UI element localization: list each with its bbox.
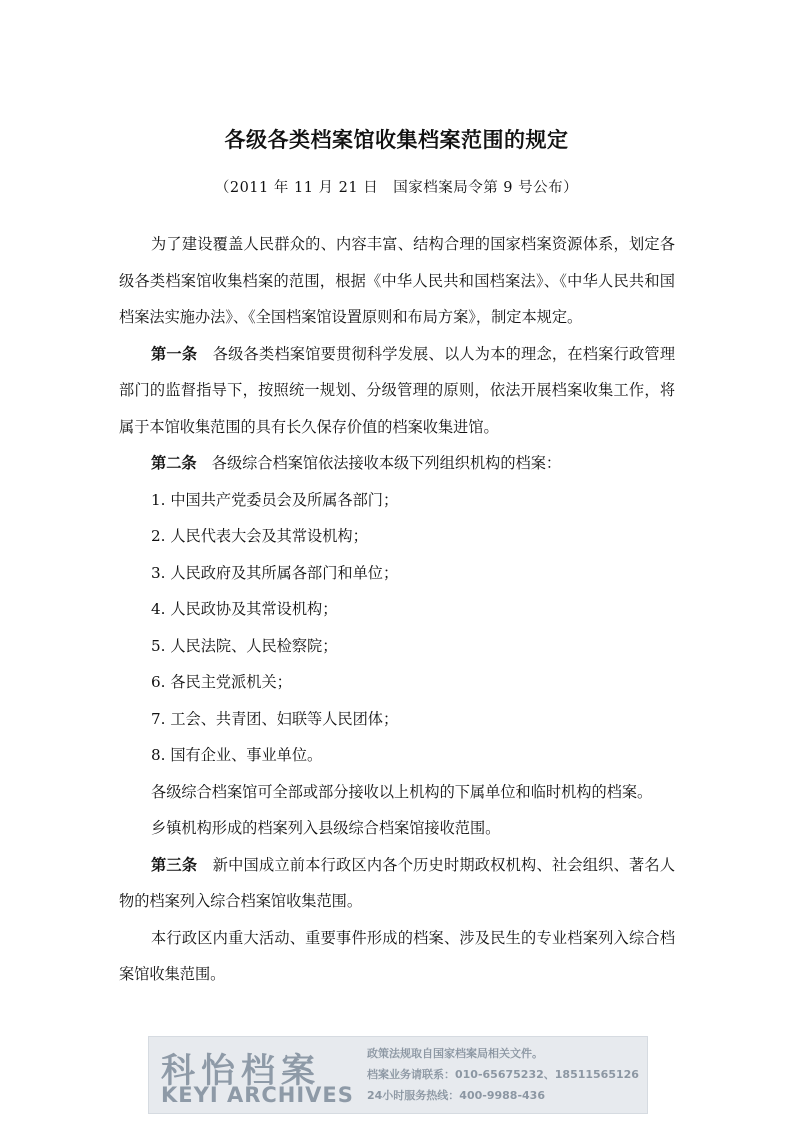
article-2-note-1: 各级综合档案馆可全部或部分接收以上机构的下属单位和临时机构的档案。 bbox=[151, 782, 653, 801]
document-subtitle: （2011 年 11 月 21 日 国家档案局令第 9 号公布） bbox=[214, 180, 579, 196]
preamble-paragraph: 为了建设覆盖人民群众的、内容丰富、结构合理的国家档案资源体系，划定各级各类档案馆收集档案的范围，根据《中华人民共和国档案法》、《中华人民共和国档案法实施办法》、《全国档案馆设置原则和布局方案》，制定本规定。 bbox=[119, 235, 675, 326]
company-logo-cn: 科怡档案 bbox=[161, 1051, 321, 1091]
list-item: 5. 人民法院、人民检察院； bbox=[151, 636, 338, 655]
footer-banner bbox=[148, 1036, 648, 1114]
article-2-paragraph bbox=[119, 445, 675, 482]
footer-contact-info bbox=[367, 1043, 639, 1106]
page-title: 各级各类档案馆收集档案范围的规定 bbox=[224, 128, 569, 152]
article-3-text: 新中国成立前本行政区内各个历史时期政权机构、社会组织、著名人物的档案列入综合档案馆收集范围。 bbox=[119, 855, 676, 910]
list-item: 3. 人民政府及其所属各部门和单位； bbox=[151, 563, 399, 582]
article-3-note: 本行政区内重大活动、重要事件形成的档案、涉及民生的专业档案列入综合档案馆收集范围。 bbox=[119, 928, 675, 983]
list-item: 7. 工会、共青团、妇联等人民团体； bbox=[151, 709, 399, 728]
footer-line-source: 政策法规取自国家档案局相关文件。 bbox=[367, 1047, 543, 1060]
article-2-text: 各级综合档案馆依法接收本级下列组织机构的档案： bbox=[211, 454, 562, 472]
article-2-label: 第二条 bbox=[151, 454, 197, 472]
article-2-note-2: 乡镇机构形成的档案列入县级综合档案馆接收范围。 bbox=[151, 819, 501, 837]
article-3-paragraph bbox=[119, 847, 675, 920]
list-item: 8. 国有企业、事业单位。 bbox=[151, 746, 323, 764]
document-body bbox=[119, 226, 675, 993]
list-item: 1. 中国共产党委员会及所属各部门； bbox=[151, 490, 399, 509]
list-item: 4. 人民政协及其常设机构； bbox=[151, 600, 338, 618]
list-item: 6. 各民主党派机关； bbox=[151, 673, 292, 691]
article-3-label: 第三条 bbox=[151, 855, 198, 874]
footer-line-contact: 档案业务请联系：010-65675232、18511565126 bbox=[367, 1068, 639, 1081]
article-1-text: 各级各类档案馆要贯彻科学发展、以人为本的理念，在档案行政管理部门的监督指导下，按照统一规划、分级管理的原则，依法开展档案收集工作，将属于本馆收集范围的具有长久保存价值的档案收集进馆。 bbox=[119, 344, 676, 436]
list-item: 2. 人民代表大会及其常设机构； bbox=[151, 527, 368, 545]
company-logo-en: KEYI ARCHIVES bbox=[161, 1083, 354, 1107]
footer-line-hotline: 24小时服务热线：400-9988-436 bbox=[367, 1089, 545, 1102]
article-1-paragraph bbox=[119, 336, 675, 446]
article-1-label: 第一条 bbox=[151, 344, 198, 363]
